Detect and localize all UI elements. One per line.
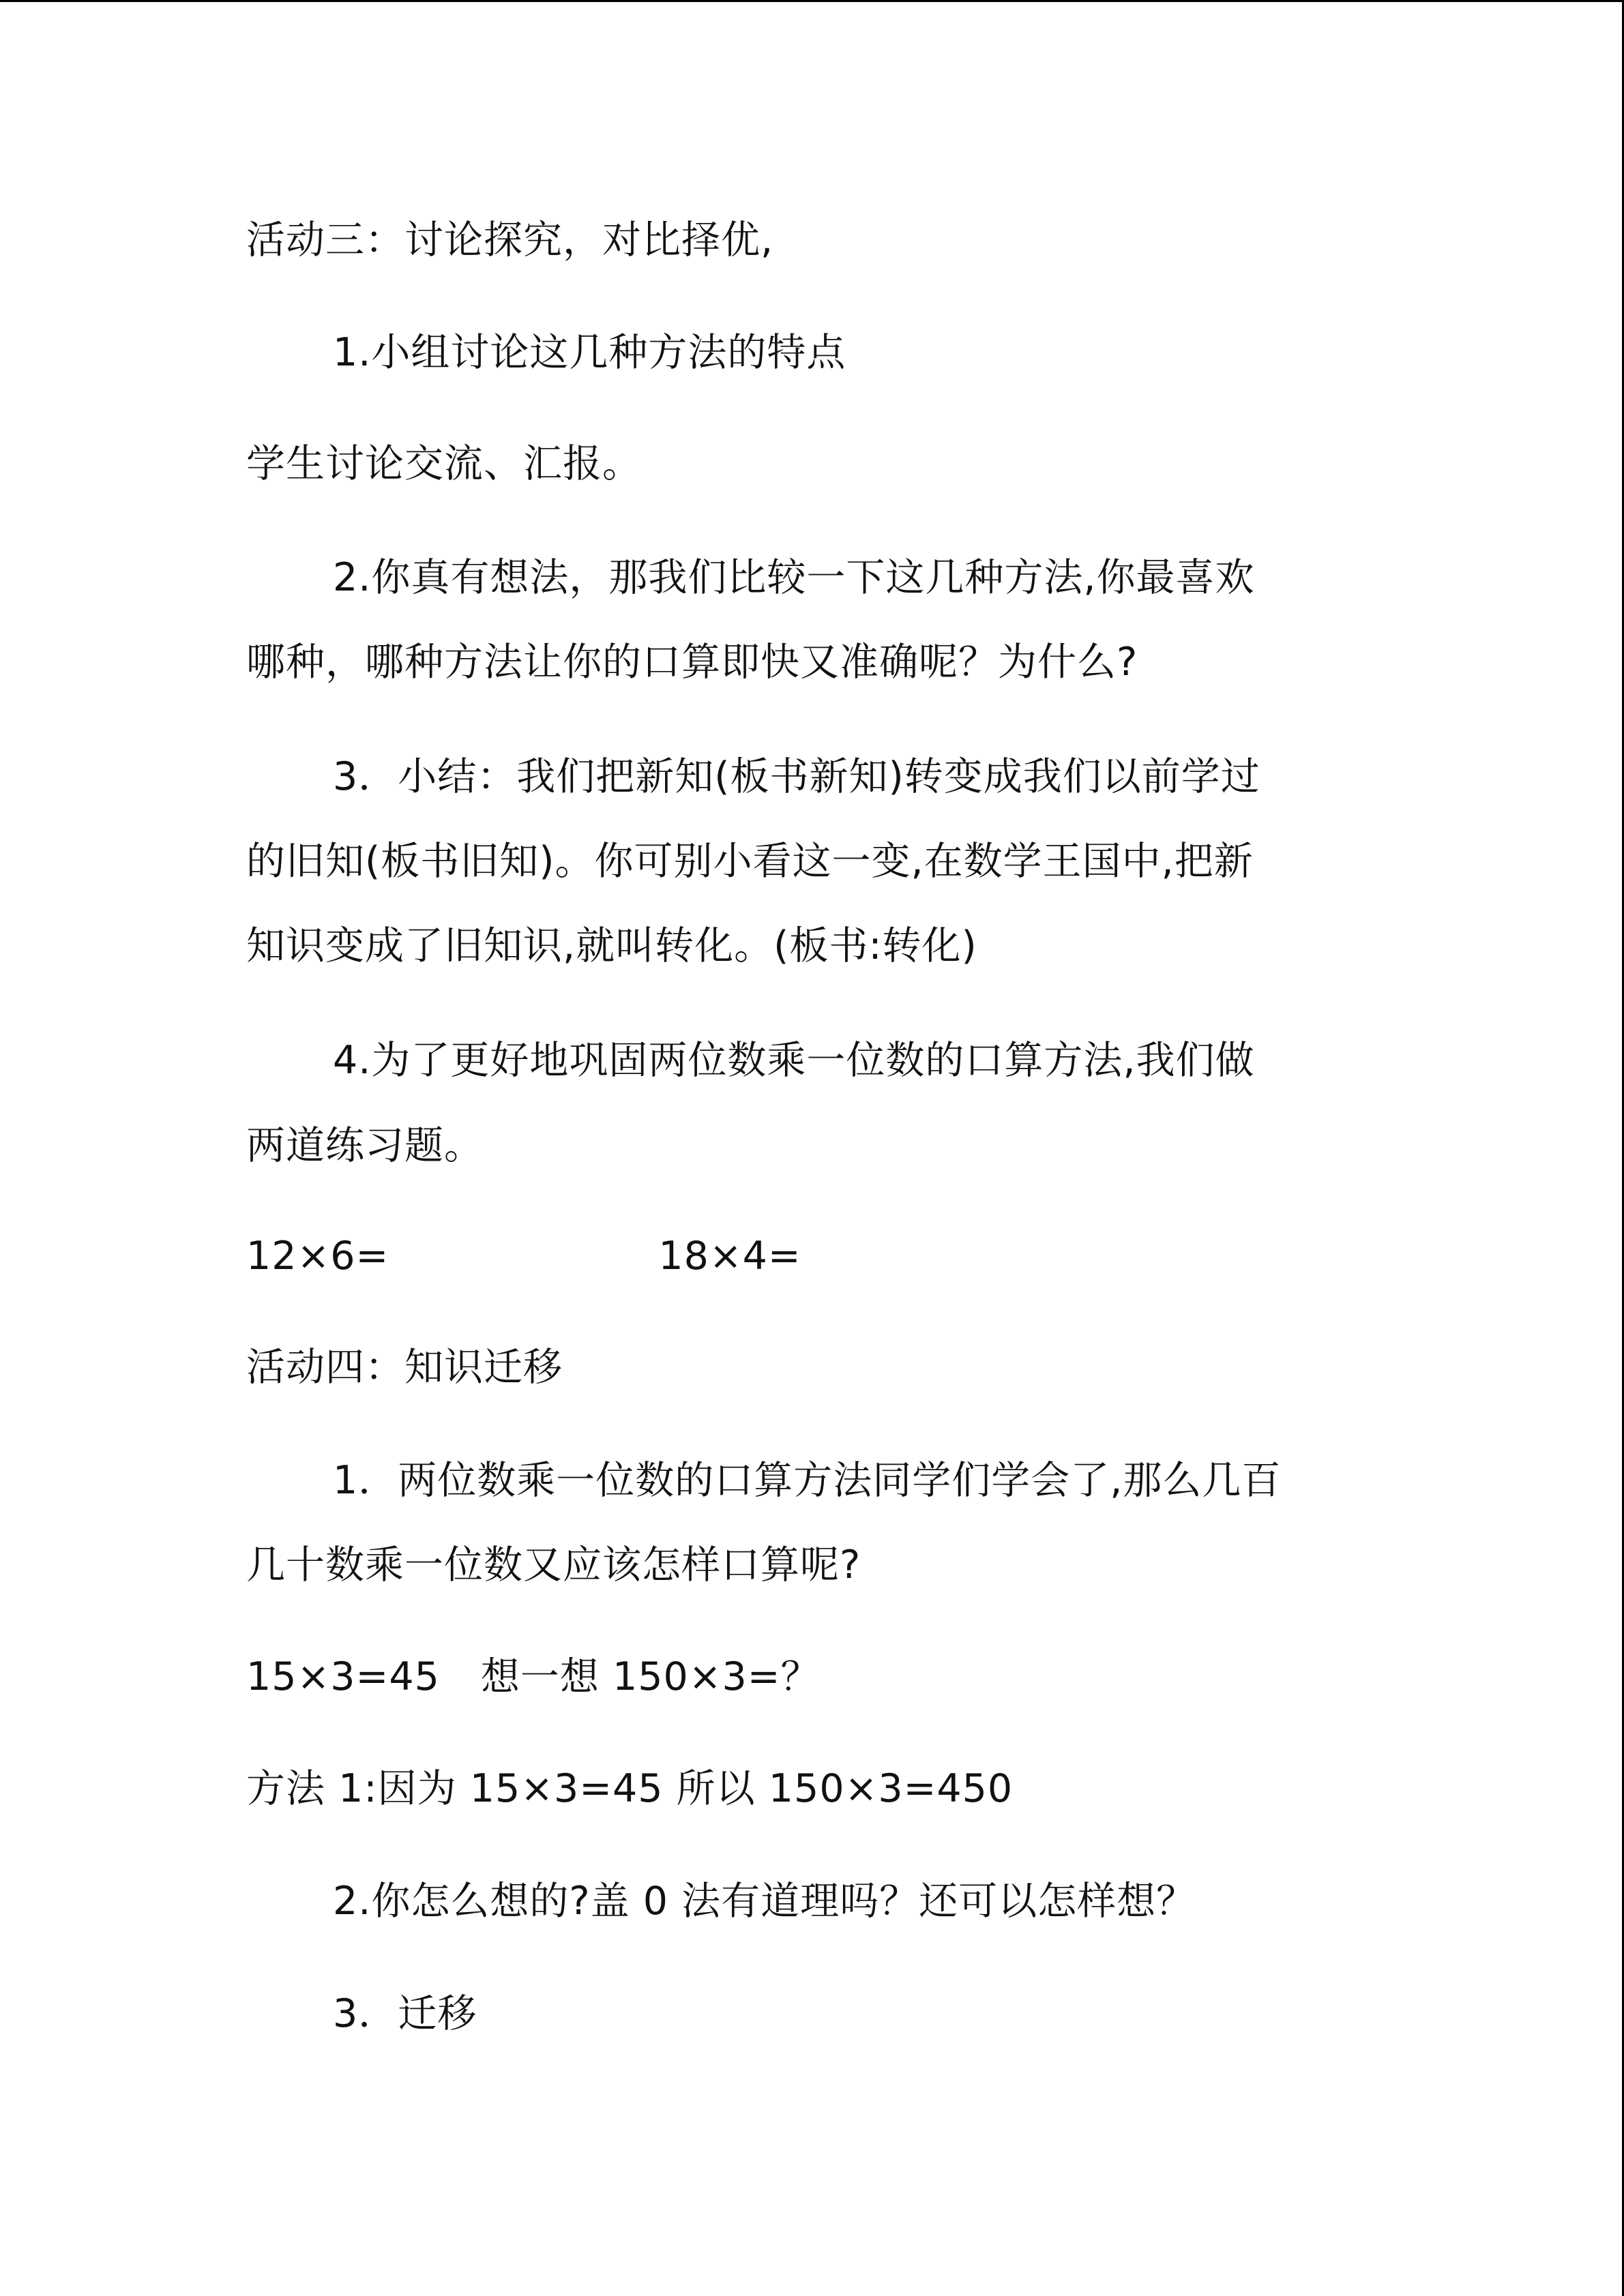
activity-four-para-1-line-1: 1．两位数乘一位数的口算方法同学们学会了,那么几百 [333, 1458, 1282, 1503]
paragraph-3-line-2: 的旧知(板书旧知)。你可别小看这一变,在数学王国中,把新 [246, 839, 1254, 884]
activity-four-para-3: 3．迁移 [333, 1991, 477, 2036]
paragraph-1: 1.小组讨论这几种方法的特点 [333, 330, 846, 375]
paragraph-2-line-2: 哪种，哪种方法让你的口算即快又准确呢？为什么? [246, 640, 1138, 685]
exercise-18x4: 18×4= [658, 1234, 801, 1279]
paragraph-3-line-1: 3．小结：我们把新知(板书新知)转变成我们以前学过 [333, 754, 1260, 799]
page-border-top [0, 0, 1624, 2]
think-line [246, 1650, 821, 1704]
equation-15x3: 15×3=45 [246, 1654, 440, 1699]
method-1-line: 方法 1:因为 15×3=45 所以 150×3=450 [246, 1766, 1014, 1811]
paragraph-4-line-1: 4.为了更好地巩固两位数乘一位数的口算方法,我们做 [333, 1038, 1255, 1083]
paragraph-4-line-2: 两道练习题。 [246, 1123, 484, 1168]
exercise-line [246, 1229, 801, 1283]
activity-four-para-1-line-2: 几十数乘一位数又应该怎样口算呢? [246, 1542, 861, 1587]
paragraph-student-discussion: 学生讨论交流、汇报。 [246, 441, 642, 486]
activity-four-para-2: 2.你怎么想的?盖 0 法有道理吗？还可以怎样想？ [333, 1879, 1196, 1924]
activity-three-heading: 活动三：讨论探究，对比择优, [246, 218, 774, 263]
paragraph-3-line-3: 知识变成了旧知识,就叫转化。(板书:转化) [246, 923, 977, 968]
exercise-12x6: 12×6= [246, 1234, 389, 1279]
think-150x3: 想一想 150×3=？ [480, 1654, 821, 1699]
paragraph-2-line-1: 2.你真有想法，那我们比较一下这几种方法,你最喜欢 [333, 555, 1255, 600]
activity-four-heading: 活动四：知识迁移 [246, 1345, 563, 1390]
